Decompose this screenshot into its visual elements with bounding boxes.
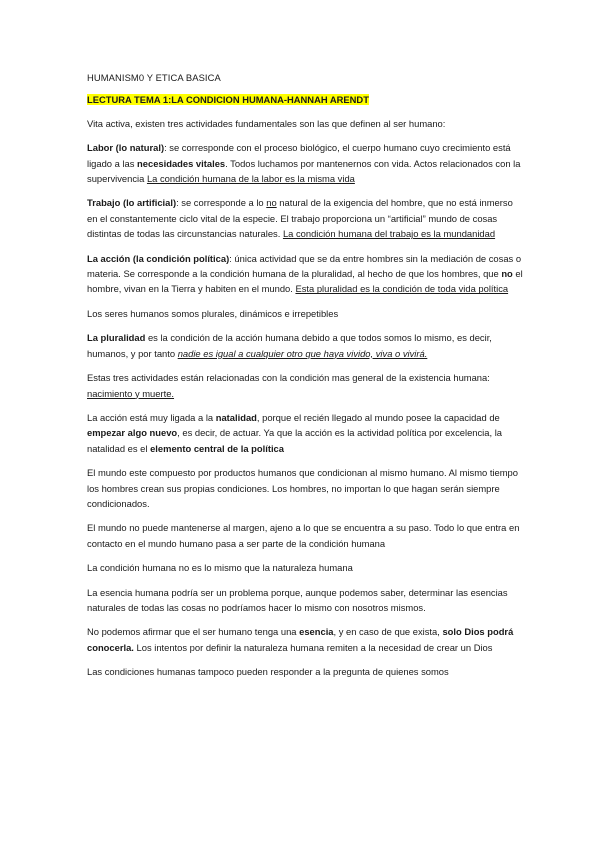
trabajo-underline-condicion: La condición humana del trabajo es la mundanidad [282,228,496,240]
dios-bold-solo-dios: solo Dios podrá conocerla. [87,626,514,653]
trabajo-text-2: natural de la exigencia del hombre, que no está inmerso en el constantemente ciclo vital de la especie. El trabajo proporciona un “artificial” mundo de cosas distintas de todas las circunstancias naturales. [87,197,513,240]
paragraph-condicion-naturaleza: La condición humana no es lo mismo que la naturaleza humana [87,562,353,574]
natalidad-bold-3: elemento central de la política [150,442,284,454]
natalidad-bold-1: natalidad [215,411,257,423]
accion-text-1: : única actividad que se da entre hombres sin la mediación de cosas o materia. Se corresponde a la condición humana de la pluralidad, al hecho de que los hombres, que [87,252,522,280]
paragraph-dios [87,624,525,655]
accion-bold-no: no [501,268,513,280]
paragraph-mundo: El mundo este compuesto por productos humanos que condicionan al mismo humano. Al mismo tiempo los hombres crean sus propias condiciones. Los hombres, no importan lo que hagan serán siempre condicionados. [87,467,518,509]
paragraph-pluralidad [87,330,525,361]
natalidad-text-2: , porque el recién llegado al mundo posee la capacidad de [256,411,500,423]
paragraph-natalidad [87,410,525,456]
dios-bold-esencia: esencia [299,626,334,638]
paragraph-final: Las condiciones humanas tampoco pueden responder a la pregunta de quienes somos [87,666,449,678]
paragraph-esencia: La esencia humana podría ser un problema porque, aunque podemos saber, determinar las esencias naturales de todas las cosas no podríamos hacer lo mismo con nosotros mismos. [87,586,508,613]
accion-text-2: el hombre, vivan en la Tierra y habiten en el mundo. [87,268,523,295]
lectura-heading [87,92,525,107]
natalidad-text-3: , es decir, de actuar. Ya que la acción es la actividad política por excelencia, la natalidad es el [87,427,502,454]
dios-text-1: No podemos afirmar que el ser humano tenga una [87,626,300,638]
paragraph-accion [87,251,525,297]
actividades-underline-nacimiento: nacimiento y muerte. [87,387,175,399]
lectura-highlight: LECTURA TEMA 1:LA CONDICION HUMANA-HANNAH ARENDT [87,94,369,106]
labor-underline-condicion: La condición humana de la labor es la misma vida [146,173,355,185]
accion-underline-pluralidad: Esta pluralidad es la condición de toda vida política [295,283,509,295]
document-title: HUMANISM0 Y ETICA BASICA [87,72,221,83]
actividades-text-1: Estas tres actividades están relacionadas con la condición mas general de la existencia humana: [87,372,490,384]
paragraph-seres-humanos: Los seres humanos somos plurales, dinámicos e irrepetibles [87,307,339,319]
pluralidad-text-1: es la condición de la acción humana debido a que todos somos lo mismo, es decir, humanos, y por tanto [87,332,492,359]
pluralidad-term: La pluralidad [87,332,146,344]
paragraph-vita-activa: Vita activa, existen tres actividades fundamentales son las que definen al ser humano: [87,117,446,129]
trabajo-text-1: : se corresponde a lo [176,197,267,209]
natalidad-bold-2: empezar algo nuevo [87,427,178,439]
labor-text-2: . Todos luchamos por mantenernos con vida. Actos relacionados con la supervivencia [87,157,521,185]
trabajo-term: Trabajo (lo artificial) [87,197,177,209]
paragraph-trabajo [87,195,525,241]
labor-bold-necesidades: necesidades vitales [137,157,226,169]
paragraph-labor [87,140,525,186]
dios-text-2: , y en caso de que exista, [333,626,443,638]
paragraph-actividades [87,370,525,401]
pluralidad-italic-underline: nadie es igual a cualquier otro que haya vivido, viva o vivirá. [177,347,428,359]
document-body [87,70,525,689]
natalidad-text-1: La acción está muy ligada a la [87,411,216,423]
labor-term: Labor (lo natural) [87,142,165,154]
labor-text-1: : se corresponde con el proceso biológico, el cuerpo humano cuyo crecimiento está ligado a las [87,142,511,169]
trabajo-underline-no: no [266,197,277,209]
accion-term: La acción (la condición política) [87,252,230,264]
dios-text-3: Los intentos por definir la naturaleza humana remiten a la necesidad de crear un Dios [133,641,493,653]
paragraph-mundo-margen: El mundo no puede mantenerse al margen, ajeno a lo que se encuentra a su paso. Todo lo que entra en contacto en el mundo humano pasa a ser parte de la condición humana [87,522,520,549]
